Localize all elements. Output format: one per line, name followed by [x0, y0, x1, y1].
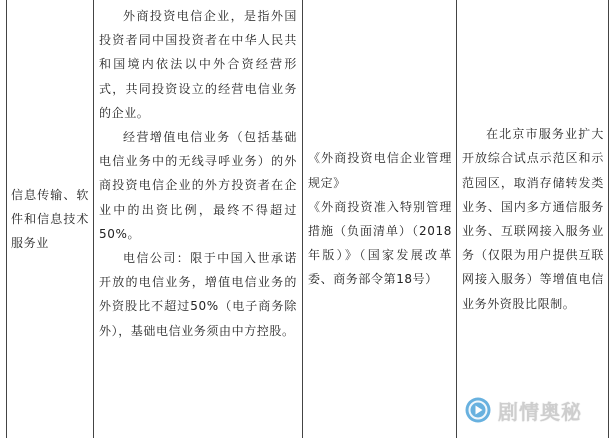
- table-column-divider-3: [456, 0, 457, 438]
- restriction-paragraph: 电信公司：限于中国入世承诺开放的电信业务，增值电信业务的外资股比不超过50%（电子商务除外），基础电信业务须由中方控股。: [99, 251, 297, 338]
- regulation-paragraph: 《外商投资电信企业管理规定》: [308, 151, 452, 190]
- table-column-divider-2: [302, 0, 303, 438]
- opening-measure-cell: [462, 0, 604, 438]
- restriction-paragraph: 外商投资电信企业，是指外国投资者同中国投资者在中华人民共和国境内依法以中外合资经营形式，共同投资设立的经营电信业务的企业。: [99, 9, 297, 120]
- restriction-cell: [99, 0, 297, 438]
- watermark-text: 剧情奥秘: [498, 399, 582, 424]
- table-border-left: [6, 0, 7, 438]
- table-column-divider-1: [93, 0, 94, 438]
- industry-text: 信息传输、软件和信息技术服务业: [11, 187, 89, 251]
- table-border-right: [608, 0, 609, 438]
- industry-cell: [11, 0, 89, 438]
- opening-measure-text: 在北京市服务业扩大开放综合试点示范区和示范园区，取消存储转发类业务、国内多方通信服务业务、互联网接入服务业务（仅限为用户提供互联网接入服务）等增值电信业务外资股比限制。: [462, 127, 604, 311]
- regulation-paragraph: 《外商投资准入特别管理措施（负面清单）（2018年版）》（国家发展改革委、商务部令第18号）: [308, 199, 452, 287]
- regulations-cell: [308, 0, 452, 438]
- restriction-paragraph: 经营增值电信业务（包括基础电信业务中的无线寻呼业务）的外商投资电信企业的外方投资者在企业中的出资比例，最终不得超过50%。: [99, 130, 297, 241]
- play-circle-logo-icon: [464, 396, 492, 424]
- watermark: [464, 392, 604, 428]
